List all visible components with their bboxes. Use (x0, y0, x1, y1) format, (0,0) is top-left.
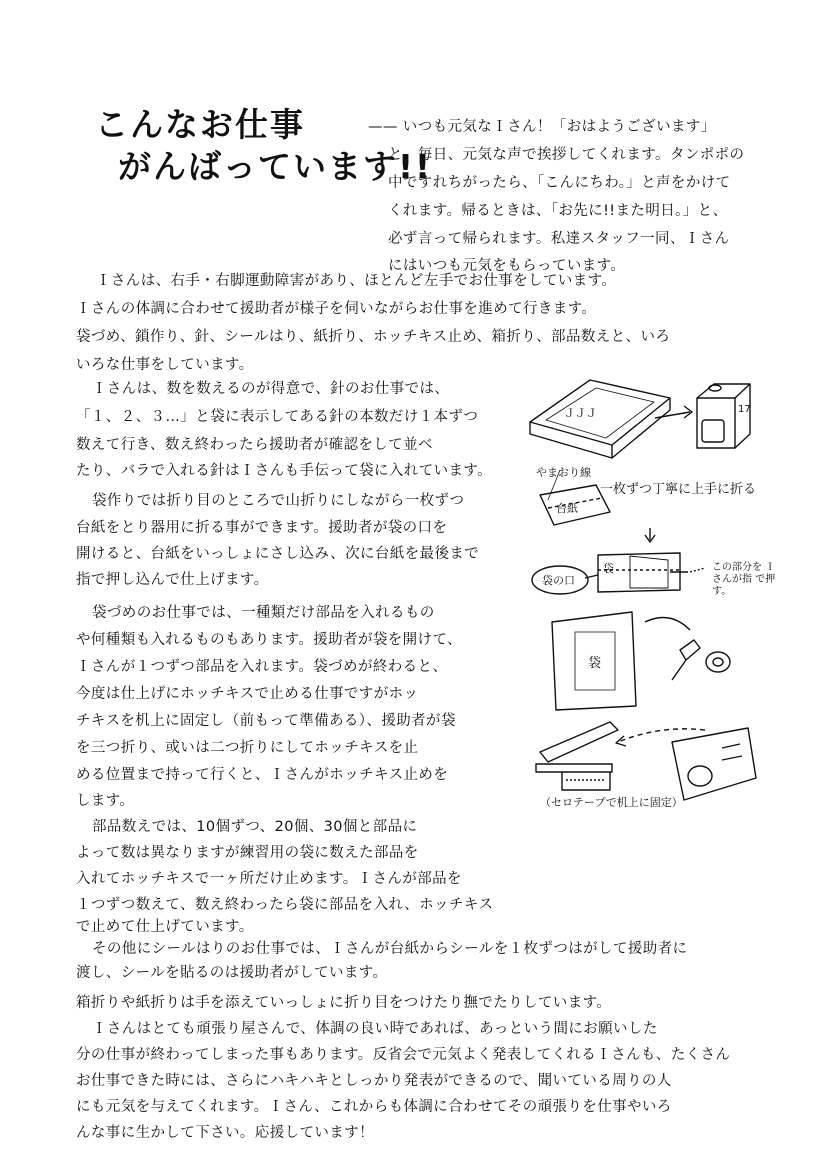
body-line: 箱折りや紙折りは手を添えていっしょに折り目をつけたり撫でたりしています。 (76, 995, 612, 1011)
body-line: める位置まで持って行くと、Ｉさんがホッチキス止めを (76, 767, 449, 783)
intro-line: くれます。帰るときは、「お先に!!また明日。」と、 (388, 203, 728, 219)
stapler-caption: （セロテープで机上に固定） (540, 796, 683, 809)
intro-line: 必ず言って帰られます。私達スタッフ一同、Ｉさん (388, 231, 730, 247)
body-line: します。 (76, 793, 135, 809)
body-line: で止めて仕上げています。 (76, 919, 254, 935)
body-line: お仕事できた時には、さらにハキハキとしっかり発表ができるので、聞いている周りの人 (76, 1073, 672, 1089)
body-line: 「１、２、３…」と袋に表示してある針の本数だけ１本ずつ (76, 409, 479, 425)
body-line: Ｉさんの体調に合わせて援助者が様子を伺いながらお仕事を進めて行きます。 (76, 301, 597, 317)
daishi-label: 台紙 (556, 502, 578, 515)
body-line: 袋づめ、鎖作り、針、シールはり、紙折り、ホッチキス止め、箱折り、部品数えと、いろ (76, 329, 671, 345)
body-line: や何種類も入れるものもあります。援助者が袋を開けて、 (76, 632, 462, 648)
body-line: 指で押し込んで仕上げます。 (76, 572, 269, 588)
body-line: 渡し、シールを貼るのは援助者がしています。 (76, 965, 388, 981)
push-note: この部分を Ｉさんが指 で押す。 (712, 562, 776, 597)
body-line: 袋作りでは折り目のところで山折りにしながら一枚ずつ (92, 493, 465, 509)
body-line: 部品数えでは、10個ずつ、20個、30個と部品に (92, 819, 418, 835)
bag-mouth-label: 袋の口 (542, 574, 575, 587)
box-marks-label: ＪＪＪ (564, 407, 597, 420)
intro-line: と、毎日、元気な声で挨拶してくれます。タンポポの (388, 147, 745, 163)
body-line: チキスを机上に固定し（前もって準備ある）、援助者が袋 (76, 713, 456, 729)
needle-box-side (612, 398, 670, 458)
intro-line: にはいつも元気をもらっています。 (388, 258, 626, 274)
part-piece (706, 652, 730, 672)
body-line: Ｉさんが１つずつ部品を入れます。袋づめが終わると、 (76, 659, 448, 675)
body-line: んな事に生かして下さい。応援しています！ (76, 1125, 374, 1141)
body-line: にも元気を与えてくれます。Ｉさん、これからも体調に合わせてその頑張りを仕事やいろ (76, 1099, 672, 1115)
body-line: その他にシールはりのお仕事では、Ｉさんが台紙からシールを１枚ずつはがして援助者に (92, 941, 688, 957)
body-line: 台紙をとり器用に折る事ができます。援助者が袋の口を (76, 520, 448, 536)
body-line: よって数は異なりますが練習用の袋に数えた部品を (76, 845, 419, 861)
body-line: 袋づめのお仕事では、一種類だけ部品を入れるもの (92, 605, 435, 621)
body-line: 今度は仕上げにホッチキスで止める仕事ですがホッ (76, 686, 419, 702)
body-line: を三つ折り、或いは二つ折りにしてホッチキスを止 (76, 740, 419, 756)
needle-box-top (530, 380, 670, 445)
tape-dispenser (672, 728, 756, 800)
large-bag-label: 袋 (588, 656, 602, 671)
body-line: Ｉさんは、数を数えるのが得意で、針のお仕事では、 (92, 381, 450, 397)
stapler (540, 722, 618, 762)
page-title-line2: がんばっています!! (118, 147, 433, 186)
body-line: いろな仕事をしています。 (76, 357, 254, 373)
body-line: Ｉさんはとても頑張り屋さんで、体調の良い時であれば、あっという間にお願いした (92, 1021, 658, 1037)
body-line: １つずつ数えて、数え終わったら袋に部品を入れ、ホッチキス (76, 897, 494, 913)
page-title-line1: こんなお仕事 (95, 105, 305, 144)
intro-line: —— いつも元気なＩさん！「おはようございます」 (368, 119, 716, 135)
body-line: Ｉさんは、右手・右脚運動障害があり、ほとんど左手でお仕事をしています。 (96, 273, 617, 289)
box-number-label: 17 (738, 404, 751, 415)
body-line: 数えて行き、数え終わったら援助者が確認をして並べ (76, 437, 433, 453)
body-line: 入れてホッチキスで一ヶ所だけ止めます。Ｉさんが部品を (76, 871, 462, 887)
intro-line: 中ですれちがったら、「こんにちわ。」と声をかけて (388, 175, 731, 191)
curve-arrow (645, 618, 690, 631)
body-line: たり、バラで入れる針はＩさんも手伝って袋に入れています。 (76, 463, 493, 479)
yama-fold-label: やまおり線 (536, 466, 591, 479)
body-line: 分の仕事が終わってしまった事もあります。反省会で元気よく発表してくれるＩさんも、たくさん (76, 1047, 731, 1063)
fold-caption: 一枚ずつ丁寧に上手に折る (600, 482, 757, 497)
body-line: 開けると、台紙をいっしょにさし込み、次に台紙を最後まで (76, 546, 480, 562)
bag-inner-label: 袋 (603, 562, 614, 575)
